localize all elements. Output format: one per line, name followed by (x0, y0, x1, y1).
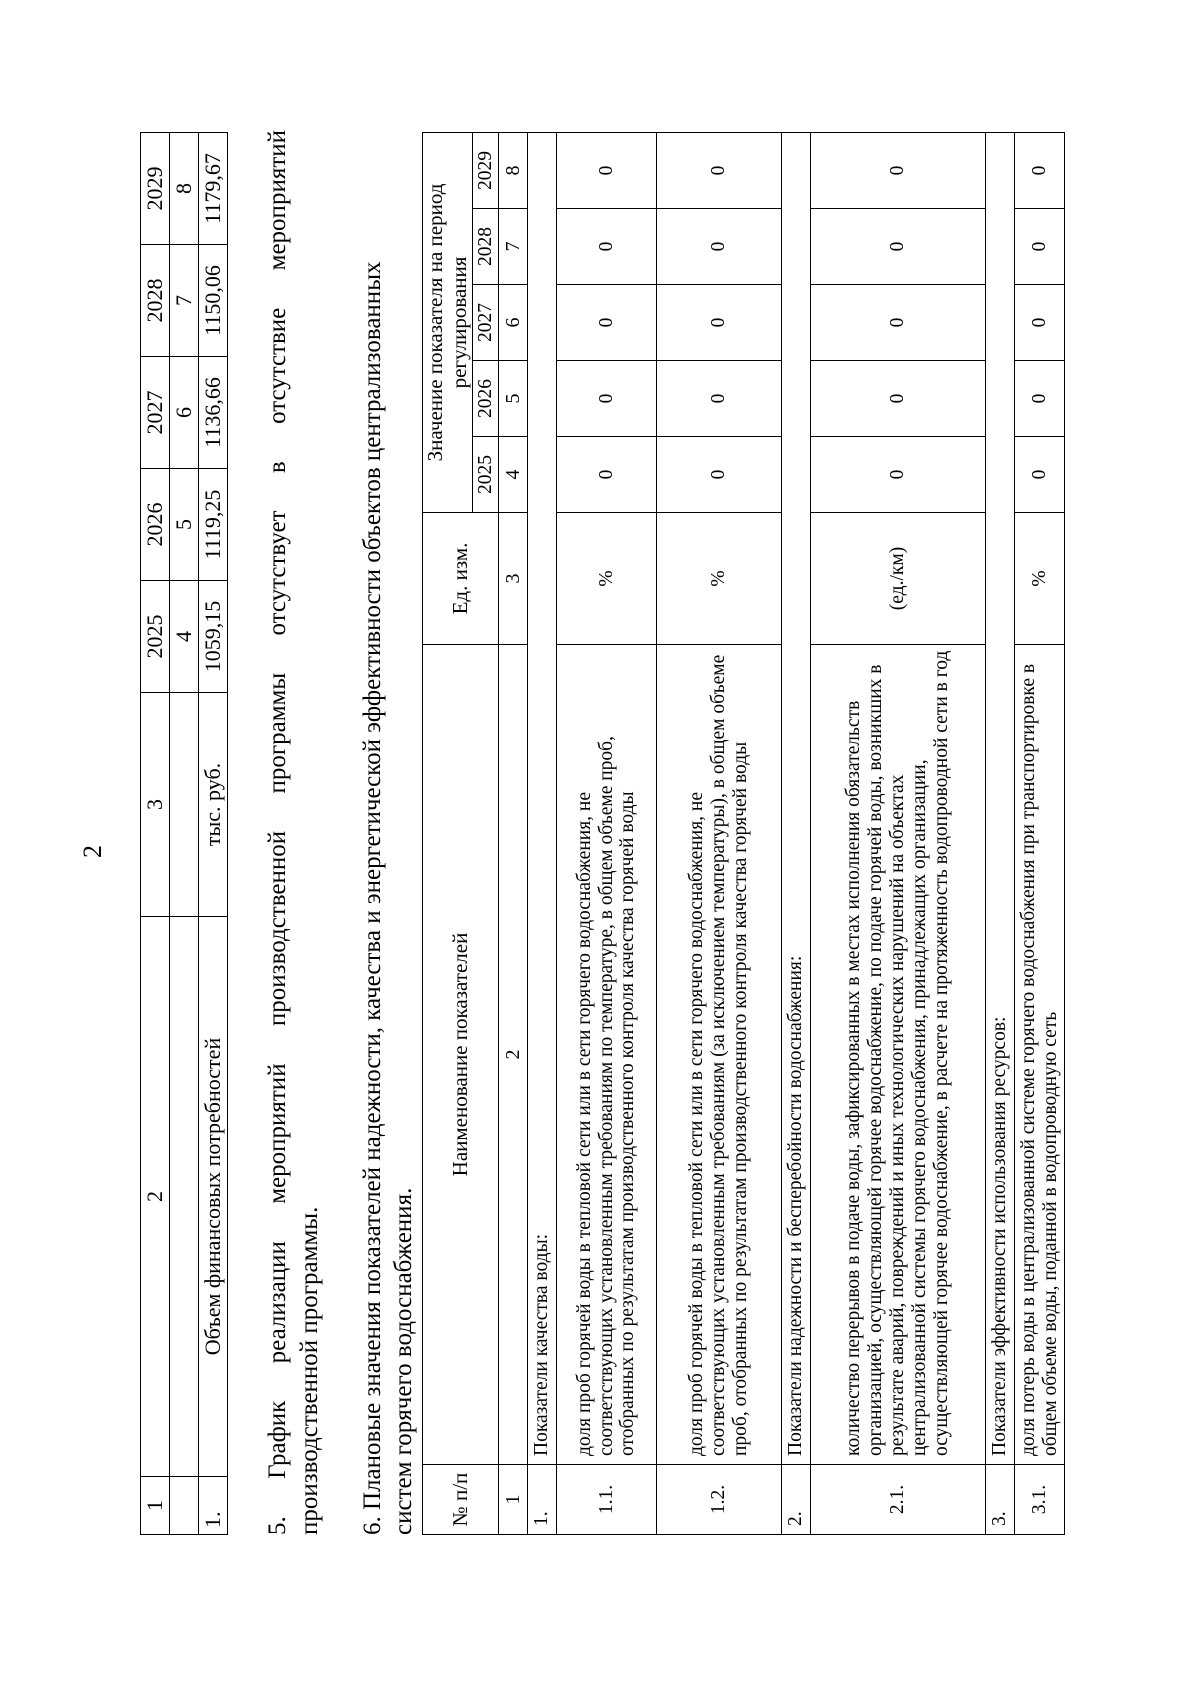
section5-line1: 5. График реализации мероприятий производственной программы отсутствует в отсутствие мероприятий (264, 130, 291, 1535)
row-section-title: Показатели качества воды: (528, 132, 557, 1464)
row-value-2029: 0 (557, 132, 657, 208)
row-value-2027: 0 (811, 285, 986, 361)
row-value-2027: 0 (1015, 285, 1065, 361)
row-name: доля проб горячей воды в тепловой сети или в сети горячего водоснабжения, не соответствующих установленным требованиям (за исключением температуры), в общем объеме проб, отобранных по результатам производственного контроля качества горячей воды (657, 645, 782, 1465)
finance-subheader-cell: 4 (170, 581, 199, 693)
finance-row-num: 1. (199, 1477, 228, 1535)
header-year-2025: 2025 (473, 437, 499, 513)
table-row-section-1 (528, 132, 557, 1534)
finance-table (140, 132, 228, 1535)
col-number: 7 (499, 209, 528, 285)
finance-header-cell: 2026 (141, 469, 170, 581)
finance-header-cell: 1 (141, 1477, 170, 1535)
row-num: 1. (528, 1465, 557, 1535)
row-name: количество перерывов в подаче воды, зафиксированных в местах исполнения обязательств организацией, осуществляющей горячее водоснабжение, по подаче горячей воды, возникших в результате аварий, повреждений и иных технологических нарушений на объектах централизованной системы горячего водоснабжения, принадлежащих организации, осуществляющей горячее водоснабжение, в расчете на протяженность водопроводной сети в год (811, 645, 986, 1465)
finance-subheader-blank (170, 693, 199, 917)
header-year-2029: 2029 (473, 132, 499, 208)
header-year-2026: 2026 (473, 361, 499, 437)
finance-subheader-cell: 6 (170, 357, 199, 469)
finance-subheader-cell: 8 (170, 133, 199, 245)
row-value-2026: 0 (557, 361, 657, 437)
finance-header-row (141, 133, 170, 1535)
finance-value-2029: 1179,67 (199, 133, 228, 245)
section5-line2: производственной программы. (296, 1206, 323, 1535)
row-value-2029: 0 (811, 132, 986, 208)
finance-header-cell: 2028 (141, 245, 170, 357)
row-section-title: Показатели эффективности использования ресурсов: (986, 132, 1015, 1464)
indicators-colnum-row (499, 132, 528, 1534)
header-year-2028: 2028 (473, 209, 499, 285)
row-name: доля проб горячей воды в тепловой сети или в сети горячего водоснабжения, не соответствующих установленным требованиям по температуре, в общем объеме проб, отобранных по результатам производственного контроля качества горячей воды (557, 645, 657, 1465)
finance-subheader-cell: 7 (170, 245, 199, 357)
row-value-2027: 0 (557, 285, 657, 361)
header-name: Наименование показателей (423, 645, 499, 1465)
row-value-2027: 0 (657, 285, 782, 361)
col-number: 6 (499, 285, 528, 361)
row-num: 3.1. (1015, 1465, 1065, 1535)
row-value-2028: 0 (1015, 209, 1065, 285)
finance-row-unit: тыс. руб. (199, 693, 228, 917)
row-value-2026: 0 (811, 361, 986, 437)
finance-data-row (199, 133, 228, 1535)
finance-value-2027: 1136,66 (199, 357, 228, 469)
col-number: 8 (499, 132, 528, 208)
col-number: 4 (499, 437, 528, 513)
col-number: 1 (499, 1465, 528, 1535)
finance-header-cell: 2 (141, 917, 170, 1477)
col-number: 3 (499, 513, 528, 645)
row-value-2028: 0 (557, 209, 657, 285)
row-value-2026: 0 (1015, 361, 1065, 437)
table-row-section-3 (986, 132, 1015, 1534)
table-row-2-1 (811, 132, 986, 1534)
row-unit: (ед./км) (811, 513, 986, 645)
indicators-table (422, 132, 1065, 1535)
row-name: доля потерь воды в централизованной системе горячего водоснабжения при транспортировке в общем объеме воды, поданной в водопроводную сеть (1015, 645, 1065, 1465)
row-value-2028: 0 (657, 209, 782, 285)
table-row-3-1 (1015, 132, 1065, 1534)
finance-subheader-blank (170, 1477, 199, 1535)
section6-line1: 6. Плановые значения показателей надежности, качества и энергетической эффективности объектов централизованных (359, 261, 386, 1535)
indicators-header-row (423, 132, 473, 1534)
section6-line2: систем горячего водоснабжения. (390, 1187, 417, 1535)
finance-subheader-cell: 5 (170, 469, 199, 581)
finance-value-2026: 1119,25 (199, 469, 228, 581)
finance-row-name: Объем финансовых потребностей (199, 917, 228, 1477)
finance-header-cell: 2029 (141, 133, 170, 245)
finance-header-cell: 2025 (141, 581, 170, 693)
row-unit: % (1015, 513, 1065, 645)
header-period: Значение показателя на период регулирования (423, 132, 473, 512)
row-num: 2.1. (811, 1465, 986, 1535)
finance-subheader-row (170, 133, 199, 1535)
row-num: 2. (782, 1465, 811, 1535)
header-unit: Ед. изм. (423, 513, 499, 645)
row-num: 3. (986, 1465, 1015, 1535)
finance-value-2025: 1059,15 (199, 581, 228, 693)
row-value-2025: 0 (1015, 437, 1065, 513)
row-section-title: Показатели надежности и бесперебойности водоснабжения: (782, 132, 811, 1464)
header-year-2027: 2027 (473, 285, 499, 361)
row-value-2029: 0 (657, 132, 782, 208)
row-value-2029: 0 (1015, 132, 1065, 208)
row-num: 1.2. (657, 1465, 782, 1535)
row-value-2025: 0 (811, 437, 986, 513)
row-unit: % (657, 513, 782, 645)
finance-value-2028: 1150,06 (199, 245, 228, 357)
col-number: 5 (499, 361, 528, 437)
finance-header-cell: 3 (141, 693, 170, 917)
table-row-1-1 (557, 132, 657, 1534)
row-value-2025: 0 (657, 437, 782, 513)
table-row-section-2 (782, 132, 811, 1534)
finance-header-cell: 2027 (141, 357, 170, 469)
row-unit: % (557, 513, 657, 645)
row-num: 1.1. (557, 1465, 657, 1535)
row-value-2026: 0 (657, 361, 782, 437)
page-number: 2 (78, 845, 107, 858)
row-value-2028: 0 (811, 209, 986, 285)
row-value-2025: 0 (557, 437, 657, 513)
col-number: 2 (499, 645, 528, 1465)
table-row-1-2 (657, 132, 782, 1534)
finance-subheader-blank (170, 917, 199, 1477)
header-num: № п/п (423, 1465, 499, 1535)
